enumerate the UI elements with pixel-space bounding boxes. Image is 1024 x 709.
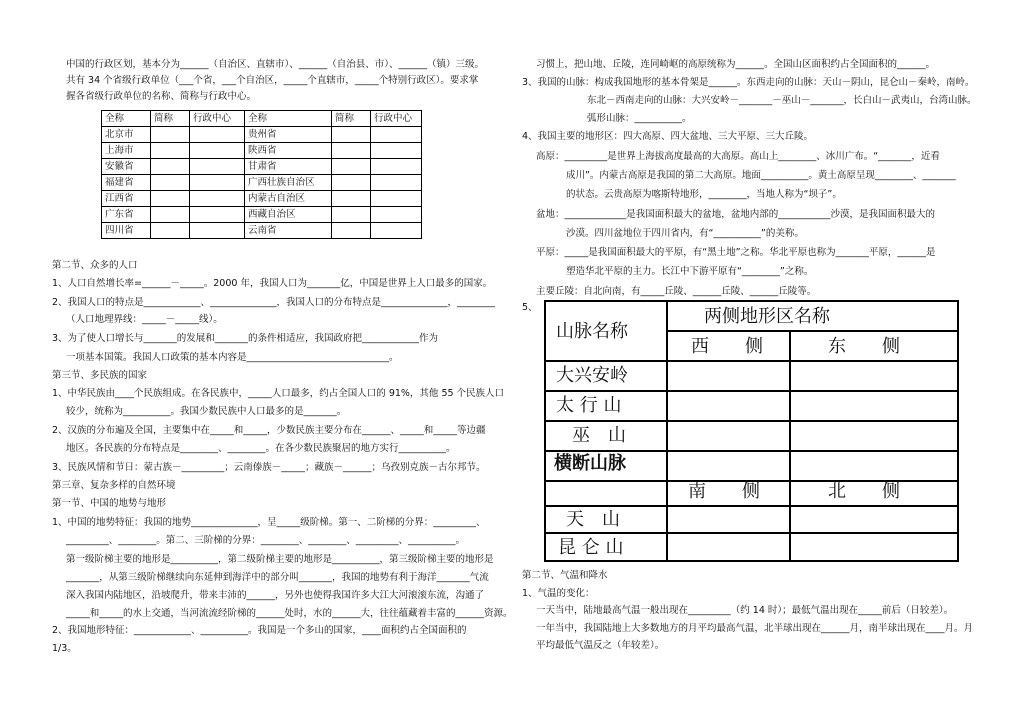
province-name: 云南省 [245, 223, 332, 239]
blank-cell[interactable] [371, 175, 422, 191]
text-line: 2、我国人口的特点是____________、______________，我国人口的分布特点是______________，________ [52, 297, 496, 308]
province-name: 上海市 [102, 143, 151, 159]
province-name: 陕西省 [245, 143, 332, 159]
province-name: 贵州省 [245, 127, 332, 143]
blank-cell[interactable] [190, 159, 245, 175]
text-line: 一天当中，陆地最高气温一般出现在_________（约 14 时）；最低气温出现在_____前后（日较差）。 [536, 605, 954, 616]
header-cell: 行政中心 [190, 111, 245, 127]
blank-cell[interactable] [332, 127, 371, 143]
text-line: 3、为了使人口增长与_______的发展和_______的条件相适应，我国政府把____________作为 [52, 333, 439, 344]
province-name: 广东省 [102, 207, 151, 223]
intro-line-1: 中国的行政区划，基本分为______（自治区、直辖市）、______（自治县、市）、______（镇）三级。 [66, 59, 485, 70]
province-name: 北京市 [102, 127, 151, 143]
blank-cell[interactable] [332, 175, 371, 191]
blank-cell[interactable] [190, 223, 245, 239]
text-line: 一年当中，我国陆地上大多数地方的月平均最高气温，北半球出现在______月，南半球出现在____月。月 [536, 623, 974, 634]
table-divider [789, 480, 791, 560]
table-row [102, 159, 422, 175]
intro-line-2: 共有 34 个省级行政单位（___个省，___个自治区，_____个直辖市，_____个特别行政区）。要求掌 [66, 75, 479, 86]
blank-cell[interactable] [332, 207, 371, 223]
mountain-name: 昆 仑 山 [558, 537, 624, 558]
blank-cell[interactable] [190, 175, 245, 191]
blank-cell[interactable] [190, 127, 245, 143]
sides-title: 两侧地形区名称 [704, 306, 830, 327]
mountain-name: 天 山 [566, 509, 620, 530]
blank-cell[interactable] [371, 207, 422, 223]
mountain-name: 大兴安岭 [556, 365, 628, 386]
table-header-row [102, 111, 422, 127]
blank-cell[interactable] [332, 223, 371, 239]
text-line: 弧形山脉：__________。 [587, 113, 692, 124]
text-line: 习惯上，把山地、丘陵，连同崎岖的高原统称为______。全国山区面积约占全国面积的______。 [536, 59, 936, 70]
blank-cell[interactable] [371, 191, 422, 207]
intro-line-3: 握各省级行政单位的名称、简称与行政中心。 [66, 91, 257, 102]
text-line: 1、气温的变化： [522, 588, 595, 599]
province-name: 安徽省 [102, 159, 151, 175]
province-name: 四川省 [102, 223, 151, 239]
section-heading-ethnic: 第三节、多民族的国家 [52, 370, 148, 381]
header-cell: 简称 [332, 111, 371, 127]
section-heading-climate: 第二节、气温和降水 [522, 570, 608, 581]
text-line: 2、汉族的分布遍及全国，主要集中在_____和_____，少数民族主要分布在______、_____和_____等边疆 [52, 425, 486, 436]
text-line: 塑造华北平原的主力。长江中下游平原有“________”之称。 [566, 266, 814, 277]
text-line: 较少，统称为__________。我国少数民族中人口最多的是_______。 [66, 406, 347, 417]
table-row [102, 143, 422, 159]
text-line: 东北－西南走向的山脉：大兴安岭－_______－巫山－_______，长白山－武夷山，台湾山脉。 [587, 95, 977, 106]
section-heading-population: 第二节、众多的人口 [52, 260, 138, 271]
table-divider [666, 302, 668, 560]
mountain-name: 太 行 山 [556, 395, 622, 416]
text-line: _________、________。第二、三阶梯的分界：________、________、_________、__________。 [66, 535, 466, 546]
table-divider [546, 505, 957, 507]
text-line: 深入我国内陆地区，沿坡爬升，带来丰沛的______，另外也使得我国许多大江大河滚滚东流，沟通了 [66, 590, 485, 601]
mountain-table [544, 300, 959, 562]
south-side-header: 南 侧 [688, 481, 760, 502]
blank-cell[interactable] [371, 143, 422, 159]
blank-cell[interactable] [151, 175, 190, 191]
west-side-header: 西 侧 [691, 336, 763, 357]
text-line: 平原：_____是我国面积最大的平原，有“黑土地”之称。华北平原也称为_______平原，______是 [536, 247, 936, 258]
table-row [102, 175, 422, 191]
east-side-header: 东 侧 [828, 336, 900, 357]
table-row [102, 127, 422, 143]
text-line: 成川”。内蒙古高原是我国的第二大高原。地面__________。黄土高原呈现________、_______ [566, 170, 956, 181]
province-name: 广西壮族自治区 [245, 175, 332, 191]
question-number: 5、 [522, 302, 538, 313]
blank-cell[interactable] [371, 159, 422, 175]
province-name: 内蒙古自治区 [245, 191, 332, 207]
table-row [102, 223, 422, 239]
text-line: 第一级阶梯主要的地形是__________，第二级阶梯主要的地形是__________，第三级阶梯主要的地形是 [66, 554, 494, 565]
section-heading-terrain: 第一节、中国的地势与地形 [52, 498, 167, 509]
blank-cell[interactable] [332, 191, 371, 207]
text-line: 1、中国的地势特征：我国的地势______________，呈_____级阶梯。第一、二阶梯的分界：_________、 [52, 517, 486, 528]
blank-cell[interactable] [190, 143, 245, 159]
blank-cell[interactable] [190, 207, 245, 223]
blank-cell[interactable] [151, 159, 190, 175]
text-line: 平均最低气温反之（年较差）。 [536, 640, 665, 651]
mountain-name: 巫 山 [572, 425, 626, 446]
text-line: 的状态。云贵高原为喀斯特地形，________，当地人称为“坝子”。 [566, 189, 842, 200]
text-line: 主要丘陵：自北向南，有_____丘陵、______丘陵、______丘陵等。 [536, 286, 817, 297]
text-line: 2、我国地形特征：____________、__________。我国是一个多山的国家，____面积约占全国面积的 [52, 625, 467, 636]
province-name: 江西省 [102, 191, 151, 207]
province-name: 甘肃省 [245, 159, 332, 175]
text-line: 1/3。 [52, 643, 77, 654]
table-divider [546, 450, 957, 452]
blank-cell[interactable] [332, 159, 371, 175]
header-cell: 简称 [151, 111, 190, 127]
table-row [102, 207, 422, 223]
header-cell: 全称 [102, 111, 151, 127]
table-divider [546, 360, 957, 362]
table-divider [546, 390, 957, 392]
table-row [102, 191, 422, 207]
table-divider [789, 330, 791, 480]
text-line: 4、我国主要的地形区：四大高原、四大盆地、三大平原、三大丘陵。 [522, 131, 814, 142]
text-line: _____和_____的水上交通，当河流流经阶梯的______处时，水的______大，往往蕴藏着丰富的______资源。 [66, 608, 513, 619]
blank-cell[interactable] [151, 207, 190, 223]
text-line: 沙漠。四川盆地位于四川省内，有“__________”的美称。 [566, 228, 804, 239]
table-divider [666, 330, 957, 332]
province-table [101, 110, 422, 239]
text-line: 1、人口自然增长率=______－_____。2000 年，我国人口为_______亿，中国是世界上人口最多的国家。 [52, 278, 493, 289]
blank-cell[interactable] [151, 127, 190, 143]
text-line: 1、中华民族由____个民族组成。在各民族中，_____人口最多，约占全国人口的 91%，其他 55 个民族人口 [52, 388, 505, 399]
blank-cell[interactable] [371, 223, 422, 239]
north-side-header: 北 侧 [828, 481, 900, 502]
blank-cell[interactable] [332, 143, 371, 159]
mountain-header: 山脉名称 [556, 321, 628, 342]
text-line: 高原：_________是世界上海拔高度最高的大高原。高山上________、冰川广布。“_______，近看 [536, 151, 940, 162]
header-cell: 行政中心 [371, 111, 422, 127]
text-line: （人口地理界线：_____－_____线）。 [66, 314, 223, 325]
text-line: 地区。各民族的分布特点是________、________。在各少数民族聚居的地方实行__________。 [66, 443, 456, 454]
blank-cell[interactable] [151, 143, 190, 159]
mountain-name: 横断山脉 [554, 453, 626, 474]
text-line: _______，从第三级阶梯继续向东延伸到海洋中的部分叫_______，我国的地势有利于海洋_______气流 [66, 572, 489, 583]
blank-cell[interactable] [190, 191, 245, 207]
text-line: 3、民族风情和节日：蒙古族－_________；云南傣族－_____；藏族－______；乌孜别克族－古尔邦节。 [52, 462, 486, 473]
header-cell: 全称 [245, 111, 332, 127]
chapter-heading: 第三章、复杂多样的自然环境 [52, 480, 176, 491]
text-line: 一项基本国策。我国人口政策的基本内容是______________________________。 [66, 352, 399, 363]
blank-cell[interactable] [151, 191, 190, 207]
province-name: 西藏自治区 [245, 207, 332, 223]
province-name: 福建省 [102, 175, 151, 191]
blank-cell[interactable] [151, 223, 190, 239]
table-divider [546, 420, 957, 422]
blank-cell[interactable] [371, 127, 422, 143]
table-divider [546, 532, 957, 534]
text-line: 3、我国的山脉：构成我国地形的基本骨架是______。东西走向的山脉：天山－阴山，昆仑山－秦岭，南岭。 [522, 77, 975, 88]
text-line: 盆地：_____________是我国面积最大的盆地，盆地内部的___________沙漠，是我国面积最大的 [536, 209, 936, 220]
